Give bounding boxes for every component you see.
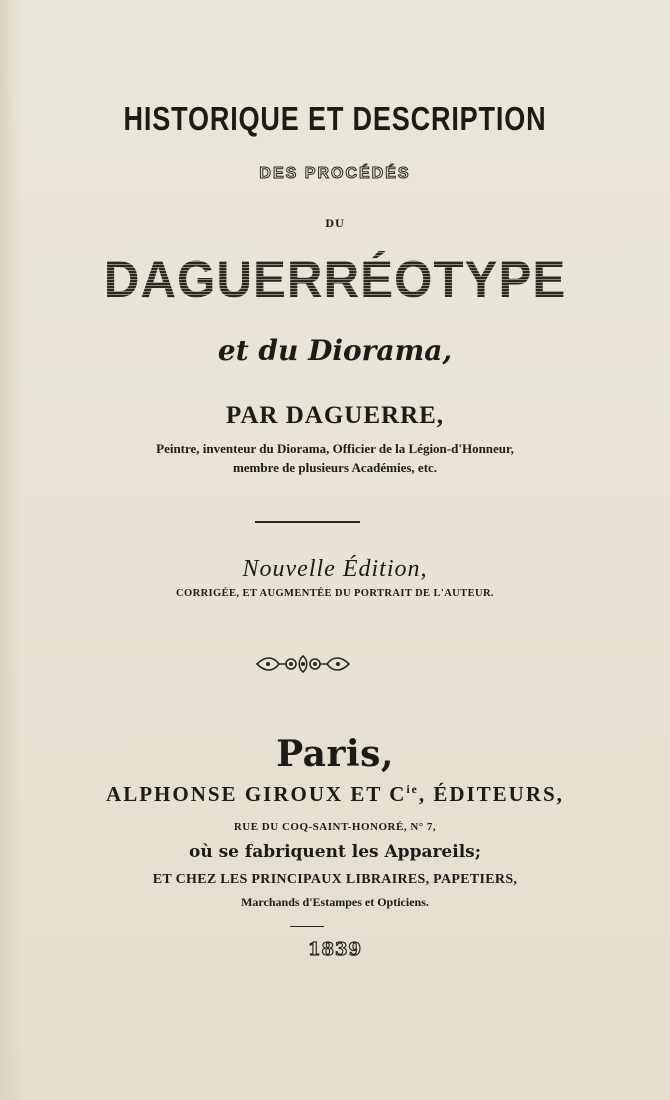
apparatus-makers-line: où se fabriquent les Appareils;: [188, 842, 482, 862]
title-line-1: HISTORIQUE ET DESCRIPTION: [123, 100, 547, 137]
publisher-tail: , ÉDITEURS,: [418, 782, 564, 806]
short-divider-rule: [290, 926, 324, 927]
publisher: [0, 782, 670, 807]
publication-year: 1839: [307, 939, 363, 960]
publisher-sup: ie: [406, 784, 419, 796]
fleuron-ornament-icon: [255, 653, 351, 675]
subtitle: et du Diorama,: [217, 334, 453, 367]
imprint-place: Paris,: [276, 733, 394, 775]
main-title: DAGUERRÉOTYPE: [17, 250, 654, 310]
author-credentials-1: Peintre, inventeur du Diorama, Officier de la Légion-d'Honneur,: [156, 441, 514, 456]
publisher-main: ALPHONSE GIROUX ET C: [106, 782, 407, 806]
edition-note: CORRIGÉE, ET AUGMENTÉE DU PORTRAIT DE L'AUTEUR.: [176, 588, 494, 599]
publisher-address: RUE DU COQ-SAINT-HONORÉ, N° 7,: [233, 821, 437, 833]
title-line-2: DES PROCÉDÉS: [259, 165, 411, 182]
title-du: DU: [325, 219, 345, 230]
divider-rule: [255, 521, 360, 523]
author-name: PAR DAGUERRE,: [225, 402, 445, 429]
sellers-line-2: Marchands d'Estampes et Opticiens.: [241, 895, 429, 909]
author-credentials-2: membre de plusieurs Académies, etc.: [232, 460, 438, 475]
edition-label: Nouvelle Édition,: [242, 556, 428, 582]
sellers-line-1: ET CHEZ LES PRINCIPAUX LIBRAIRES, PAPETIERS,: [152, 872, 518, 887]
